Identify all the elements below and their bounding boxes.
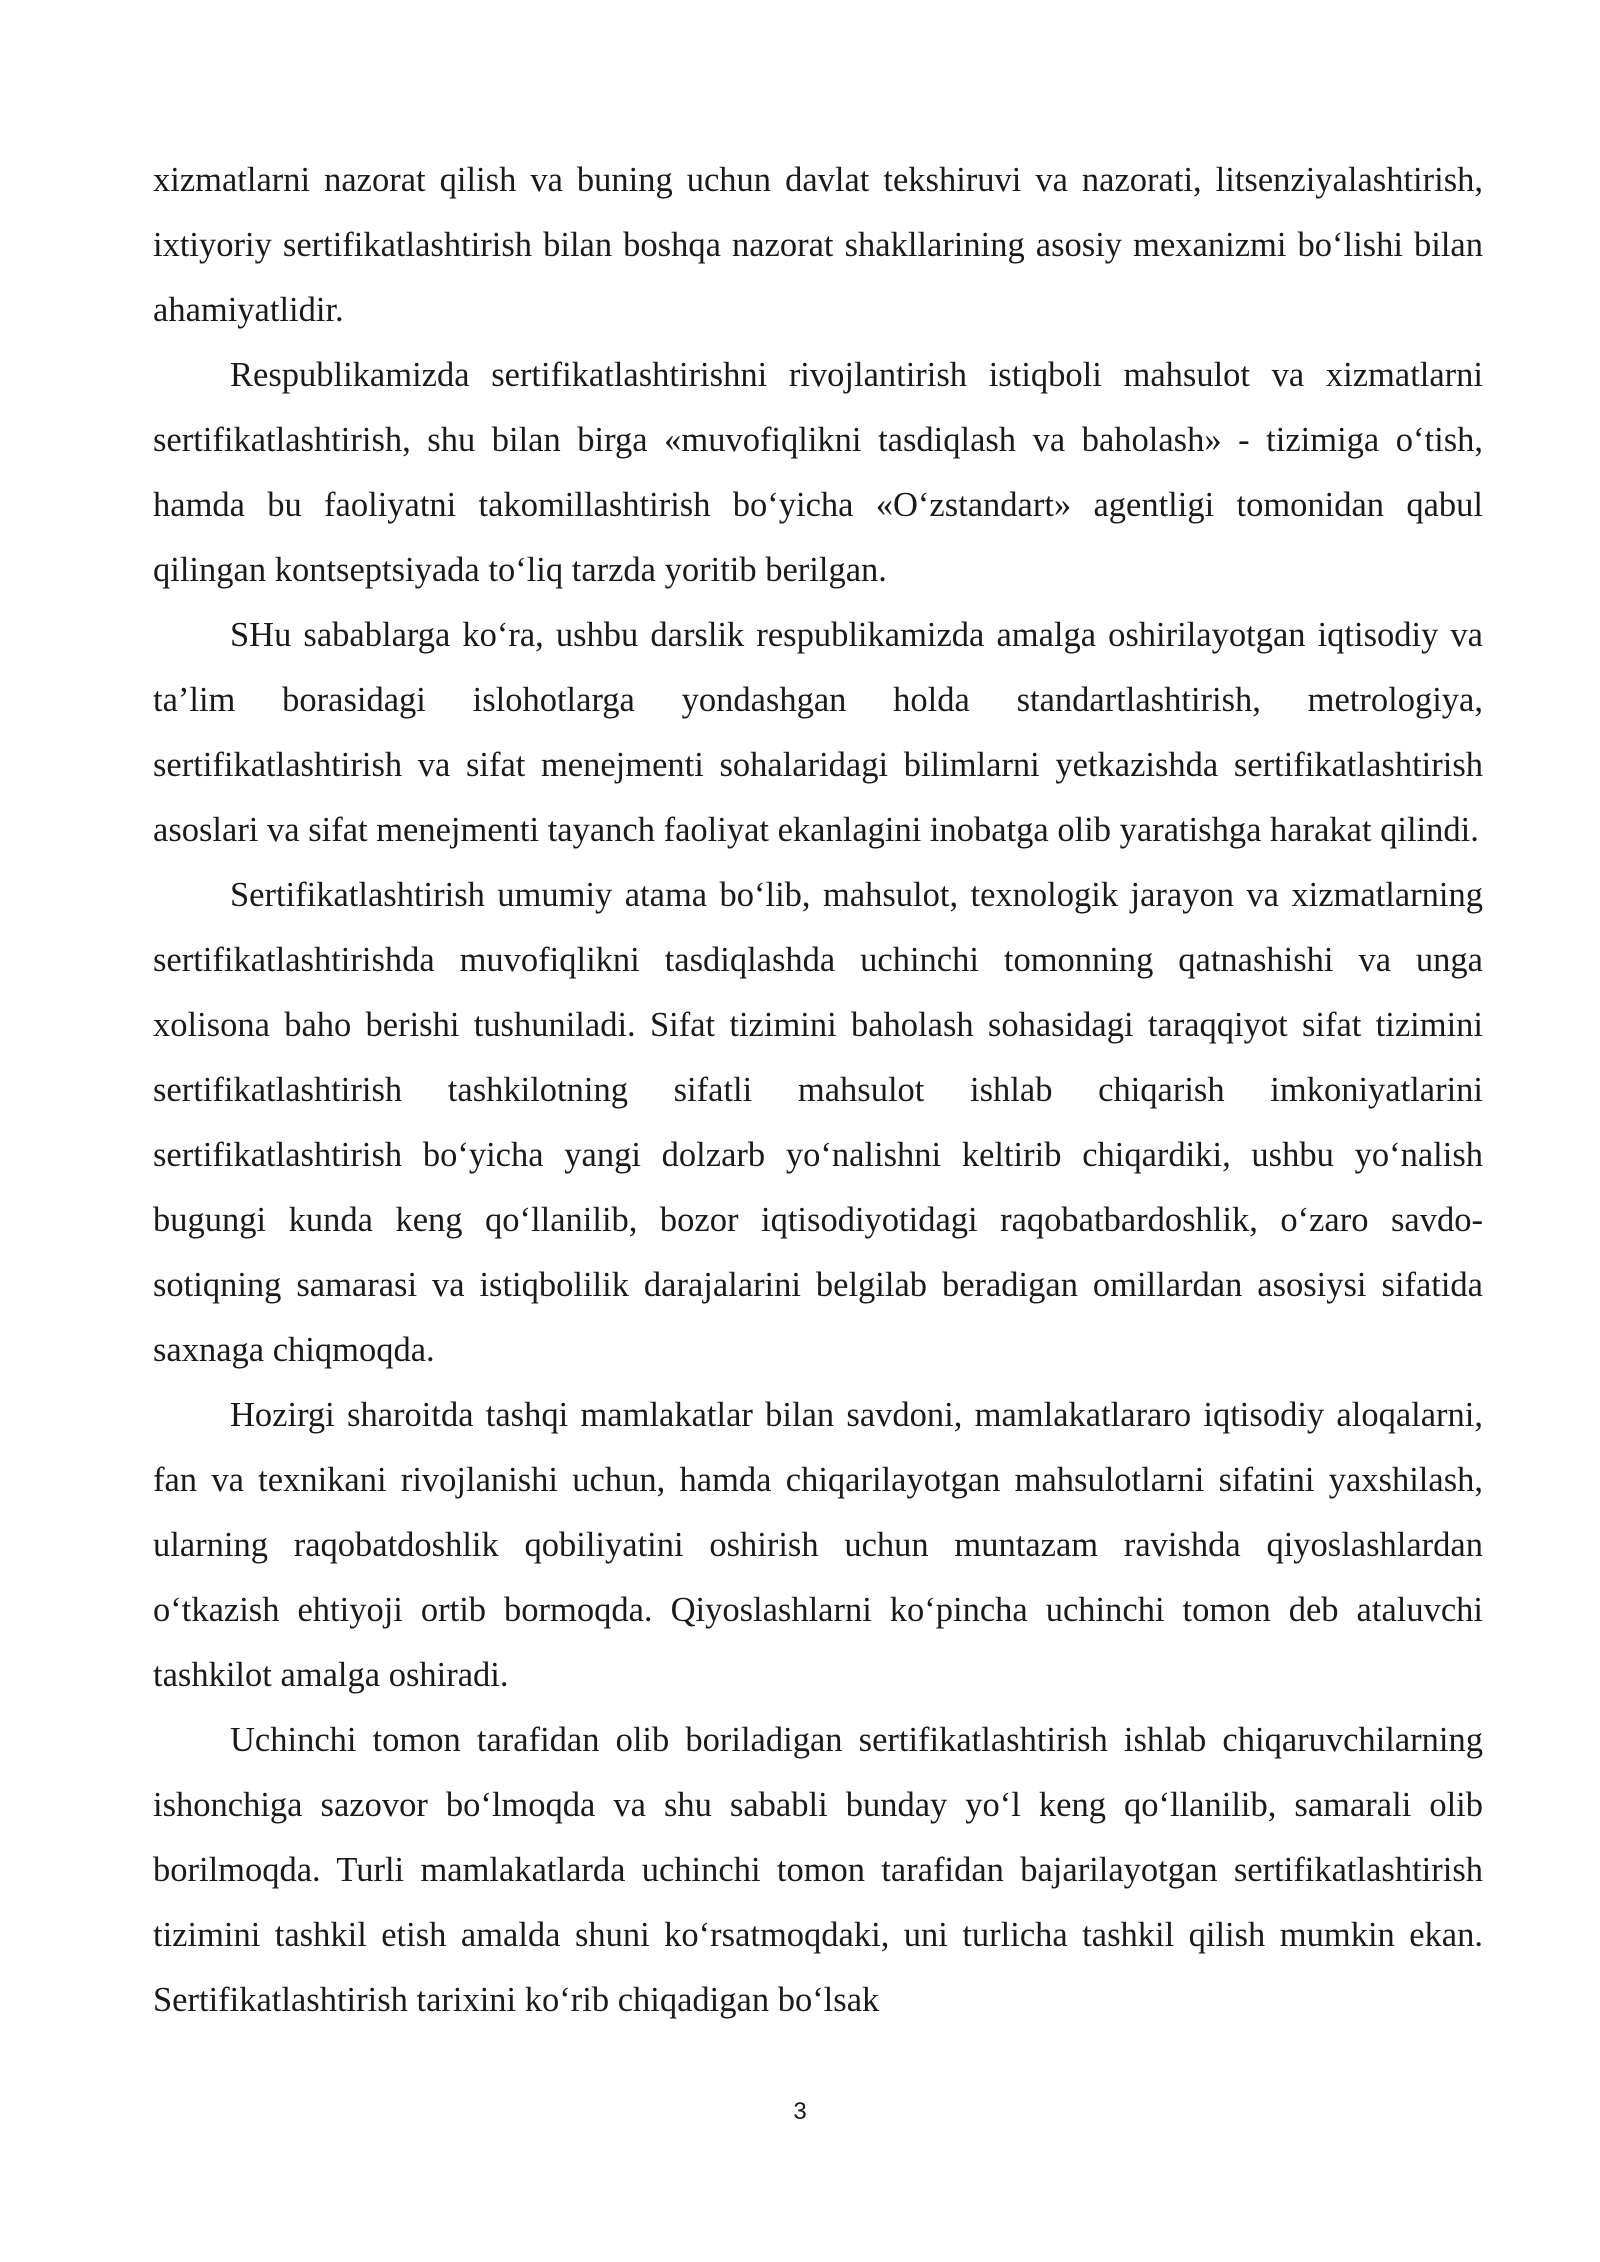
- paragraph-continuation: xizmatlarni nazorat qilish va buning uchun davlat tekshiruvi va nazorati, litsenziyalashtirish, ixtiyoriy sertifikatlashtirish bilan boshqa nazorat shakllarining asosiy mexanizmi bo‘lishi bilan ahamiyatlidir.: [153, 161, 1483, 329]
- paragraph-third-party: Uchinchi tomon tarafidan olib boriladigan sertifikatlashtirish ishlab chiqaruvchilarning ishonchiga sazovor bo‘lmoqda va shu sababli bunday yo‘l keng qo‘llanilib, samarali olib borilmoqda. Turli mamlakatlarda uchinchi tomon tarafidan bajarilayotgan sertifikatlashtirish tizimini tashkil etish amalda shuni ko‘rsatmoqdaki, uni turlicha tashkil qilish mumkin ekan. Sertifikatlashtirish tarixini ko‘rib chiqadigan bo‘lsak: [153, 1721, 1483, 2019]
- paragraph-certification-prospects: Respublikamizda sertifikatlashtirishni rivojlantirish istiqboli mahsulot va xizmatlarni sertifikatlashtirish, shu bilan birga «muvofiqlikni tasdiqlash va baholash» - tizimiga o‘tish, hamda bu faoliyatni takomillashtirish bo‘yicha «O‘zstandart» agentligi tomonidan qabul qilingan kontseptsiyada to‘liq tarzda yoritib berilgan.: [153, 356, 1483, 589]
- document-body: [153, 148, 1483, 2033]
- page-number: 3: [793, 2098, 807, 2125]
- paragraph-certification-definition: Sertifikatlashtirish umumiy atama bo‘lib, mahsulot, texnologik jarayon va xizmatlarning sertifikatlashtirishda muvofiqlikni tasdiqlashda uchinchi tomonning qatnashishi va unga xolisona baho berishi tushuniladi. Sifat tizimini baholash sohasidagi taraqqiyot sifat tizimini sertifikatlashtirish tashkilotning sifatli mahsulot ishlab chiqarish imkoniyatlarini sertifikatlashtirish bo‘yicha yangi dolzarb yo‘nalishni keltirib chiqardiki, ushbu yo‘nalish bugungi kunda keng qo‘llanilib, bozor iqtisodiyotidagi raqobatbardoshlik, o‘zaro savdo- sotiqning samarasi va istiqbolilik darajalarini belgilab beradigan omillardan asosiysi sifatida saxnaga chiqmoqda.: [153, 876, 1483, 1369]
- paragraph-textbook-purpose: SHu sabablarga ko‘ra, ushbu darslik respublikamizda amalga oshirilayotgan iqtisodiy va ta’lim borasidagi islohotlarga yondashgan holda standartlashtirish, metrologiya, sertifikatlashtirish va sifat menejmenti sohalaridagi bilimlarni yetkazishda sertifikatlashtirish asoslari va sifat menejmenti tayanch faoliyat ekanlagini inobatga olib yaratishga harakat qilindi.: [153, 616, 1483, 849]
- paragraph-current-conditions: Hozirgi sharoitda tashqi mamlakatlar bilan savdoni, mamlakatlararo iqtisodiy aloqalarni, fan va texnikani rivojlanishi uchun, hamda chiqarilayotgan mahsulotlarni sifatini yaxshilash, ularning raqobatdoshlik qobiliyatini oshirish uchun muntazam ravishda qiyoslashlardan o‘tkazish ehtiyoji ortib bormoqda. Qiyoslashlarni ko‘pincha uchinchi tomon deb ataluvchi tashkilot amalga oshiradi.: [153, 1396, 1483, 1694]
